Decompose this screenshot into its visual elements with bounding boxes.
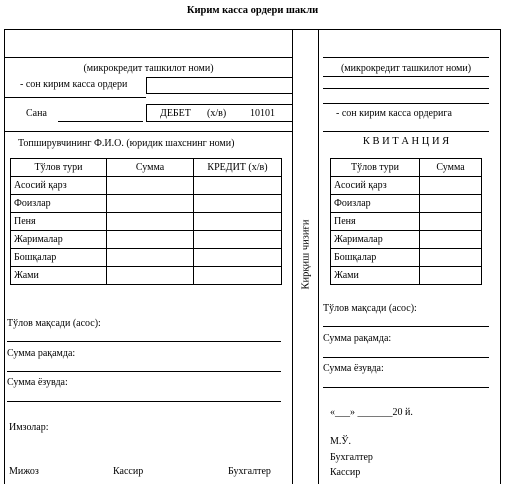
amount-cell[interactable] (420, 213, 482, 231)
payer-label: Топширувчининг Ф.И.О. (юридик шахснинг номи) (18, 138, 235, 149)
credit-cell[interactable] (194, 195, 282, 213)
debit-value: 10101 (250, 108, 275, 119)
amount-cell[interactable] (420, 177, 482, 195)
order-number-underline (5, 97, 146, 98)
row-label: Пеня (331, 213, 420, 231)
table-row (11, 195, 282, 213)
row-label: Фоизлар (331, 195, 420, 213)
amount-cell[interactable] (107, 231, 194, 249)
credit-cell[interactable] (194, 249, 282, 267)
receipt-title: К В И Т А Н Ц И Я (362, 136, 450, 147)
form-title: Кирим касса ордери шакли (186, 5, 319, 16)
amount-cell[interactable] (420, 249, 482, 267)
row-label: Жами (331, 267, 420, 285)
row-label: Жами (11, 267, 107, 285)
amount-cell[interactable] (107, 249, 194, 267)
receipt-payment-type-header: Тўлов тури (331, 159, 420, 177)
row-label: Асосий қарз (11, 177, 107, 195)
receipt-purpose-label: Тўлов мақсади (асос): (323, 303, 417, 314)
receipt-purpose-line (323, 326, 489, 327)
table-row (11, 213, 282, 231)
amount-digits-line (7, 371, 281, 372)
credit-cell[interactable] (194, 267, 282, 285)
table-row (331, 249, 482, 267)
amount-cell[interactable] (420, 195, 482, 213)
receipt-line-4 (323, 131, 489, 132)
receipt-accountant-label: Бухгалтер (330, 452, 373, 463)
stamp-label: М.Ў. (330, 436, 351, 447)
org-name-caption: (микрокредит ташкилот номи) (83, 63, 214, 74)
table-row (331, 267, 482, 285)
amount-cell[interactable] (420, 267, 482, 285)
table-row (331, 231, 482, 249)
credit-header: КРЕДИТ (х/в) (194, 159, 282, 177)
receipt-amount-header: Сумма (420, 159, 482, 177)
order-number-label: - сон кирим касса ордери (20, 79, 128, 90)
debit-account-label: (х/в) (207, 108, 227, 119)
table-row (11, 231, 282, 249)
payment-table (10, 158, 282, 285)
amount-digits-label: Сумма рақамда: (7, 348, 76, 359)
client-signature-label: Мижоз (9, 466, 39, 477)
row-label: Жарималар (331, 231, 420, 249)
amount-words-line (7, 401, 281, 402)
amount-cell[interactable] (107, 213, 194, 231)
credit-cell[interactable] (194, 213, 282, 231)
row-label: Бошқалар (331, 249, 420, 267)
amount-cell[interactable] (107, 177, 194, 195)
receipt-line-3 (323, 103, 489, 104)
receipt-cashier-label: Кассир (330, 467, 361, 478)
receipt-line-2 (323, 88, 489, 89)
date-field[interactable] (58, 104, 143, 122)
table-row (11, 267, 282, 285)
cut-strip-left-line (292, 29, 293, 484)
amount-words-label: Сумма ёзувда: (7, 377, 68, 388)
amount-cell[interactable] (420, 231, 482, 249)
signatures-label: Имзолар: (9, 422, 49, 433)
cut-strip-right-line (318, 29, 319, 484)
table-row (11, 249, 282, 267)
row-label: Асосий қарз (331, 177, 420, 195)
cut-line-label: Кирқиш чизиғи (300, 219, 312, 290)
receipt-order-number-label: - сон кирим касса ордерига (336, 108, 452, 119)
receipt-payment-table (330, 158, 482, 285)
receipt-amount-words-line (323, 387, 489, 388)
accountant-signature-label: Бухгалтер (228, 466, 271, 477)
payment-type-header: Тўлов тури (11, 159, 107, 177)
table-row (331, 213, 482, 231)
receipt-amount-digits-line (323, 357, 489, 358)
cashier-signature-label: Кассир (113, 466, 144, 477)
receipt-date-line: «___» _______20 й. (330, 407, 413, 418)
row-label: Фоизлар (11, 195, 107, 213)
purpose-label: Тўлов мақсади (асос): (7, 318, 101, 329)
receipt-line-1 (323, 76, 489, 77)
amount-header: Сумма (107, 159, 194, 177)
table-row (331, 177, 482, 195)
table-row (11, 177, 282, 195)
amount-cell[interactable] (107, 267, 194, 285)
order-number-field[interactable] (146, 77, 293, 94)
credit-cell[interactable] (194, 177, 282, 195)
debit-underline (5, 131, 293, 132)
org-name-line (5, 57, 292, 58)
row-label: Жарималар (11, 231, 107, 249)
purpose-line (7, 341, 281, 342)
credit-cell[interactable] (194, 231, 282, 249)
receipt-org-name-line (323, 57, 489, 58)
debit-label: ДЕБЕТ (160, 108, 191, 119)
amount-cell[interactable] (107, 195, 194, 213)
row-label: Пеня (11, 213, 107, 231)
receipt-amount-digits-label: Сумма рақамда: (323, 333, 392, 344)
row-label: Бошқалар (11, 249, 107, 267)
receipt-amount-words-label: Сумма ёзувда: (323, 363, 384, 374)
date-label: Сана (26, 108, 47, 119)
table-row (331, 195, 482, 213)
receipt-org-name-caption: (микрокредит ташкилот номи) (340, 63, 472, 74)
